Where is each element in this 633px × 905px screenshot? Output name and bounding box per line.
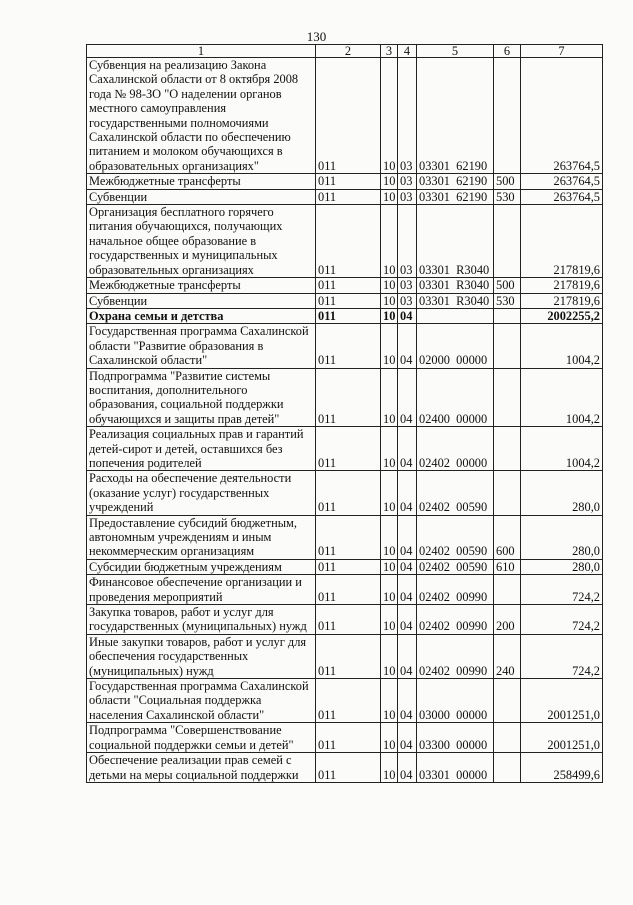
amount-cell: 2002255,2 xyxy=(521,308,603,323)
section-code-cell: 10 xyxy=(381,634,398,678)
ministry-code-cell: 011 xyxy=(316,278,381,293)
target-code-cell: 03301 62190 xyxy=(417,189,494,204)
amount-cell: 2001251,0 xyxy=(521,679,603,723)
expense-type-cell xyxy=(494,679,521,723)
amount-cell: 1004,2 xyxy=(521,324,603,368)
table-row xyxy=(87,174,603,189)
section-code-cell: 10 xyxy=(381,174,398,189)
subsection-code-cell: 04 xyxy=(398,605,417,635)
subsection-code-cell: 03 xyxy=(398,58,417,174)
expense-type-cell xyxy=(494,308,521,323)
table-row xyxy=(87,575,603,605)
ministry-code-cell: 011 xyxy=(316,723,381,753)
row-name-cell: Финансовое обеспечение организации и проведения мероприятий xyxy=(87,575,316,605)
ministry-code-cell: 011 xyxy=(316,753,381,783)
expense-type-cell: 500 xyxy=(494,174,521,189)
table-row xyxy=(87,368,603,427)
ministry-code-cell: 011 xyxy=(316,293,381,308)
amount-cell: 263764,5 xyxy=(521,58,603,174)
ministry-code-cell: 011 xyxy=(316,189,381,204)
ministry-code-cell: 011 xyxy=(316,679,381,723)
row-name-cell: Охрана семьи и детства xyxy=(87,308,316,323)
row-name-cell: Реализация социальных прав и гарантий детей-сирот и детей, оставшихся без попечения родителей xyxy=(87,427,316,471)
table-row xyxy=(87,634,603,678)
row-name-cell: Обеспечение реализации прав семей с детьми на меры социальной поддержки xyxy=(87,753,316,783)
target-code-cell: 03301 R3040 xyxy=(417,205,494,278)
row-name-cell: Организация бесплатного горячего питания обучающихся, получающих начальное общее образование в государственных и муниципальных образовательных организациях xyxy=(87,205,316,278)
expense-type-cell xyxy=(494,575,521,605)
section-code-cell: 10 xyxy=(381,278,398,293)
target-code-cell: 02402 00590 xyxy=(417,471,494,515)
row-name-cell: Субвенции xyxy=(87,189,316,204)
subsection-code-cell: 04 xyxy=(398,575,417,605)
subsection-code-cell: 03 xyxy=(398,293,417,308)
amount-cell: 1004,2 xyxy=(521,368,603,427)
amount-cell: 280,0 xyxy=(521,559,603,574)
target-code-cell: 02400 00000 xyxy=(417,368,494,427)
subsection-code-cell: 04 xyxy=(398,427,417,471)
ministry-code-cell: 011 xyxy=(316,58,381,174)
table-row xyxy=(87,189,603,204)
section-code-cell: 10 xyxy=(381,679,398,723)
amount-cell: 280,0 xyxy=(521,515,603,559)
subsection-code-cell: 03 xyxy=(398,278,417,293)
ministry-code-cell: 011 xyxy=(316,324,381,368)
row-name-cell: Иные закупки товаров, работ и услуг для обеспечения государственных (муниципальных) нужд xyxy=(87,634,316,678)
ministry-code-cell: 011 xyxy=(316,575,381,605)
row-name-cell: Межбюджетные трансферты xyxy=(87,174,316,189)
row-name-cell: Субвенции xyxy=(87,293,316,308)
table-row xyxy=(87,605,603,635)
subsection-code-cell: 04 xyxy=(398,324,417,368)
target-code-cell: 02402 00590 xyxy=(417,515,494,559)
target-code-cell: 03301 00000 xyxy=(417,753,494,783)
row-name-cell: Субсидии бюджетным учреждениям xyxy=(87,559,316,574)
table-row xyxy=(87,471,603,515)
target-code-cell: 03301 62190 xyxy=(417,58,494,174)
subsection-code-cell: 03 xyxy=(398,205,417,278)
amount-cell: 217819,6 xyxy=(521,205,603,278)
amount-cell: 2001251,0 xyxy=(521,723,603,753)
expense-type-cell: 600 xyxy=(494,515,521,559)
header-cell: 5 xyxy=(417,45,494,58)
amount-cell: 280,0 xyxy=(521,471,603,515)
row-name-cell: Государственная программа Сахалинской области "Социальная поддержка населения Сахалинской области" xyxy=(87,679,316,723)
row-name-cell: Подпрограмма "Развитие системы воспитания, дополнительного образования, социальной поддержки обучающихся и защиты прав детей" xyxy=(87,368,316,427)
expense-type-cell xyxy=(494,723,521,753)
subsection-code-cell: 04 xyxy=(398,634,417,678)
target-code-cell xyxy=(417,308,494,323)
header-cell: 4 xyxy=(398,45,417,58)
section-code-cell: 10 xyxy=(381,308,398,323)
section-code-cell: 10 xyxy=(381,723,398,753)
ministry-code-cell: 011 xyxy=(316,634,381,678)
section-code-cell: 10 xyxy=(381,427,398,471)
subsection-code-cell: 04 xyxy=(398,368,417,427)
amount-cell: 258499,6 xyxy=(521,753,603,783)
target-code-cell: 03301 R3040 xyxy=(417,278,494,293)
table-row xyxy=(87,753,603,783)
expense-type-cell xyxy=(494,368,521,427)
table-row xyxy=(87,515,603,559)
target-code-cell: 02402 00000 xyxy=(417,427,494,471)
target-code-cell: 02402 00990 xyxy=(417,575,494,605)
table-row xyxy=(87,205,603,278)
ministry-code-cell: 011 xyxy=(316,308,381,323)
subsection-code-cell: 04 xyxy=(398,471,417,515)
row-name-cell: Предоставление субсидий бюджетным, автономным учреждениям и иным некоммерческим организациям xyxy=(87,515,316,559)
table-row xyxy=(87,278,603,293)
expense-type-cell: 200 xyxy=(494,605,521,635)
expense-type-cell: 500 xyxy=(494,278,521,293)
table-row xyxy=(87,723,603,753)
target-code-cell: 02402 00590 xyxy=(417,559,494,574)
section-code-cell: 10 xyxy=(381,515,398,559)
table-row xyxy=(87,427,603,471)
header-cell: 6 xyxy=(494,45,521,58)
ministry-code-cell: 011 xyxy=(316,515,381,559)
table-row xyxy=(87,559,603,574)
section-code-cell: 10 xyxy=(381,205,398,278)
section-code-cell: 10 xyxy=(381,58,398,174)
amount-cell: 724,2 xyxy=(521,634,603,678)
row-name-cell: Межбюджетные трансферты xyxy=(87,278,316,293)
table-row xyxy=(87,58,603,174)
target-code-cell: 02402 00990 xyxy=(417,634,494,678)
section-code-cell: 10 xyxy=(381,559,398,574)
table-row xyxy=(87,324,603,368)
target-code-cell: 03301 62190 xyxy=(417,174,494,189)
ministry-code-cell: 011 xyxy=(316,559,381,574)
header-cell: 1 xyxy=(87,45,316,58)
amount-cell: 217819,6 xyxy=(521,293,603,308)
amount-cell: 724,2 xyxy=(521,605,603,635)
subsection-code-cell: 04 xyxy=(398,723,417,753)
expense-type-cell: 240 xyxy=(494,634,521,678)
subsection-code-cell: 03 xyxy=(398,174,417,189)
expense-type-cell xyxy=(494,753,521,783)
section-code-cell: 10 xyxy=(381,605,398,635)
amount-cell: 1004,2 xyxy=(521,427,603,471)
subsection-code-cell: 04 xyxy=(398,753,417,783)
section-code-cell: 10 xyxy=(381,368,398,427)
target-code-cell: 02000 00000 xyxy=(417,324,494,368)
section-code-cell: 10 xyxy=(381,575,398,605)
section-code-cell: 10 xyxy=(381,471,398,515)
ministry-code-cell: 011 xyxy=(316,205,381,278)
subsection-code-cell: 04 xyxy=(398,515,417,559)
page-number: 130 xyxy=(306,29,327,44)
table-row xyxy=(87,679,603,723)
header-cell: 7 xyxy=(521,45,603,58)
ministry-code-cell: 011 xyxy=(316,427,381,471)
section-code-cell: 10 xyxy=(381,753,398,783)
header-cell: 2 xyxy=(316,45,381,58)
amount-cell: 263764,5 xyxy=(521,189,603,204)
subsection-code-cell: 04 xyxy=(398,679,417,723)
amount-cell: 263764,5 xyxy=(521,174,603,189)
section-code-cell: 10 xyxy=(381,324,398,368)
ministry-code-cell: 011 xyxy=(316,605,381,635)
header-row xyxy=(87,45,603,58)
header-cell: 3 xyxy=(381,45,398,58)
row-name-cell: Расходы на обеспечение деятельности (оказание услуг) государственных учреждений xyxy=(87,471,316,515)
ministry-code-cell: 011 xyxy=(316,174,381,189)
expense-type-cell xyxy=(494,324,521,368)
budget-table xyxy=(86,44,603,783)
target-code-cell: 02402 00990 xyxy=(417,605,494,635)
table-row xyxy=(87,293,603,308)
amount-cell: 217819,6 xyxy=(521,278,603,293)
ministry-code-cell: 011 xyxy=(316,368,381,427)
target-code-cell: 03301 R3040 xyxy=(417,293,494,308)
table-row xyxy=(87,308,603,323)
section-code-cell: 10 xyxy=(381,189,398,204)
ministry-code-cell: 011 xyxy=(316,471,381,515)
subsection-code-cell: 03 xyxy=(398,189,417,204)
expense-type-cell: 610 xyxy=(494,559,521,574)
subsection-code-cell: 04 xyxy=(398,308,417,323)
expense-type-cell: 530 xyxy=(494,189,521,204)
amount-cell: 724,2 xyxy=(521,575,603,605)
row-name-cell: Закупка товаров, работ и услуг для государственных (муниципальных) нужд xyxy=(87,605,316,635)
row-name-cell: Государственная программа Сахалинской области "Развитие образования в Сахалинской области" xyxy=(87,324,316,368)
subsection-code-cell: 04 xyxy=(398,559,417,574)
expense-type-cell xyxy=(494,427,521,471)
row-name-cell: Подпрограмма "Совершенствование социальной поддержки семьи и детей" xyxy=(87,723,316,753)
section-code-cell: 10 xyxy=(381,293,398,308)
target-code-cell: 03000 00000 xyxy=(417,679,494,723)
expense-type-cell xyxy=(494,471,521,515)
row-name-cell: Субвенция на реализацию Закона Сахалинской области от 8 октября 2008 года № 98-ЗО "О наделении органов местного самоуправления государственными полномочиями Сахалинской области по обеспечению питанием и молоком обучающихся в образовательных организациях" xyxy=(87,58,316,174)
expense-type-cell: 530 xyxy=(494,293,521,308)
expense-type-cell xyxy=(494,58,521,174)
expense-type-cell xyxy=(494,205,521,278)
target-code-cell: 03300 00000 xyxy=(417,723,494,753)
